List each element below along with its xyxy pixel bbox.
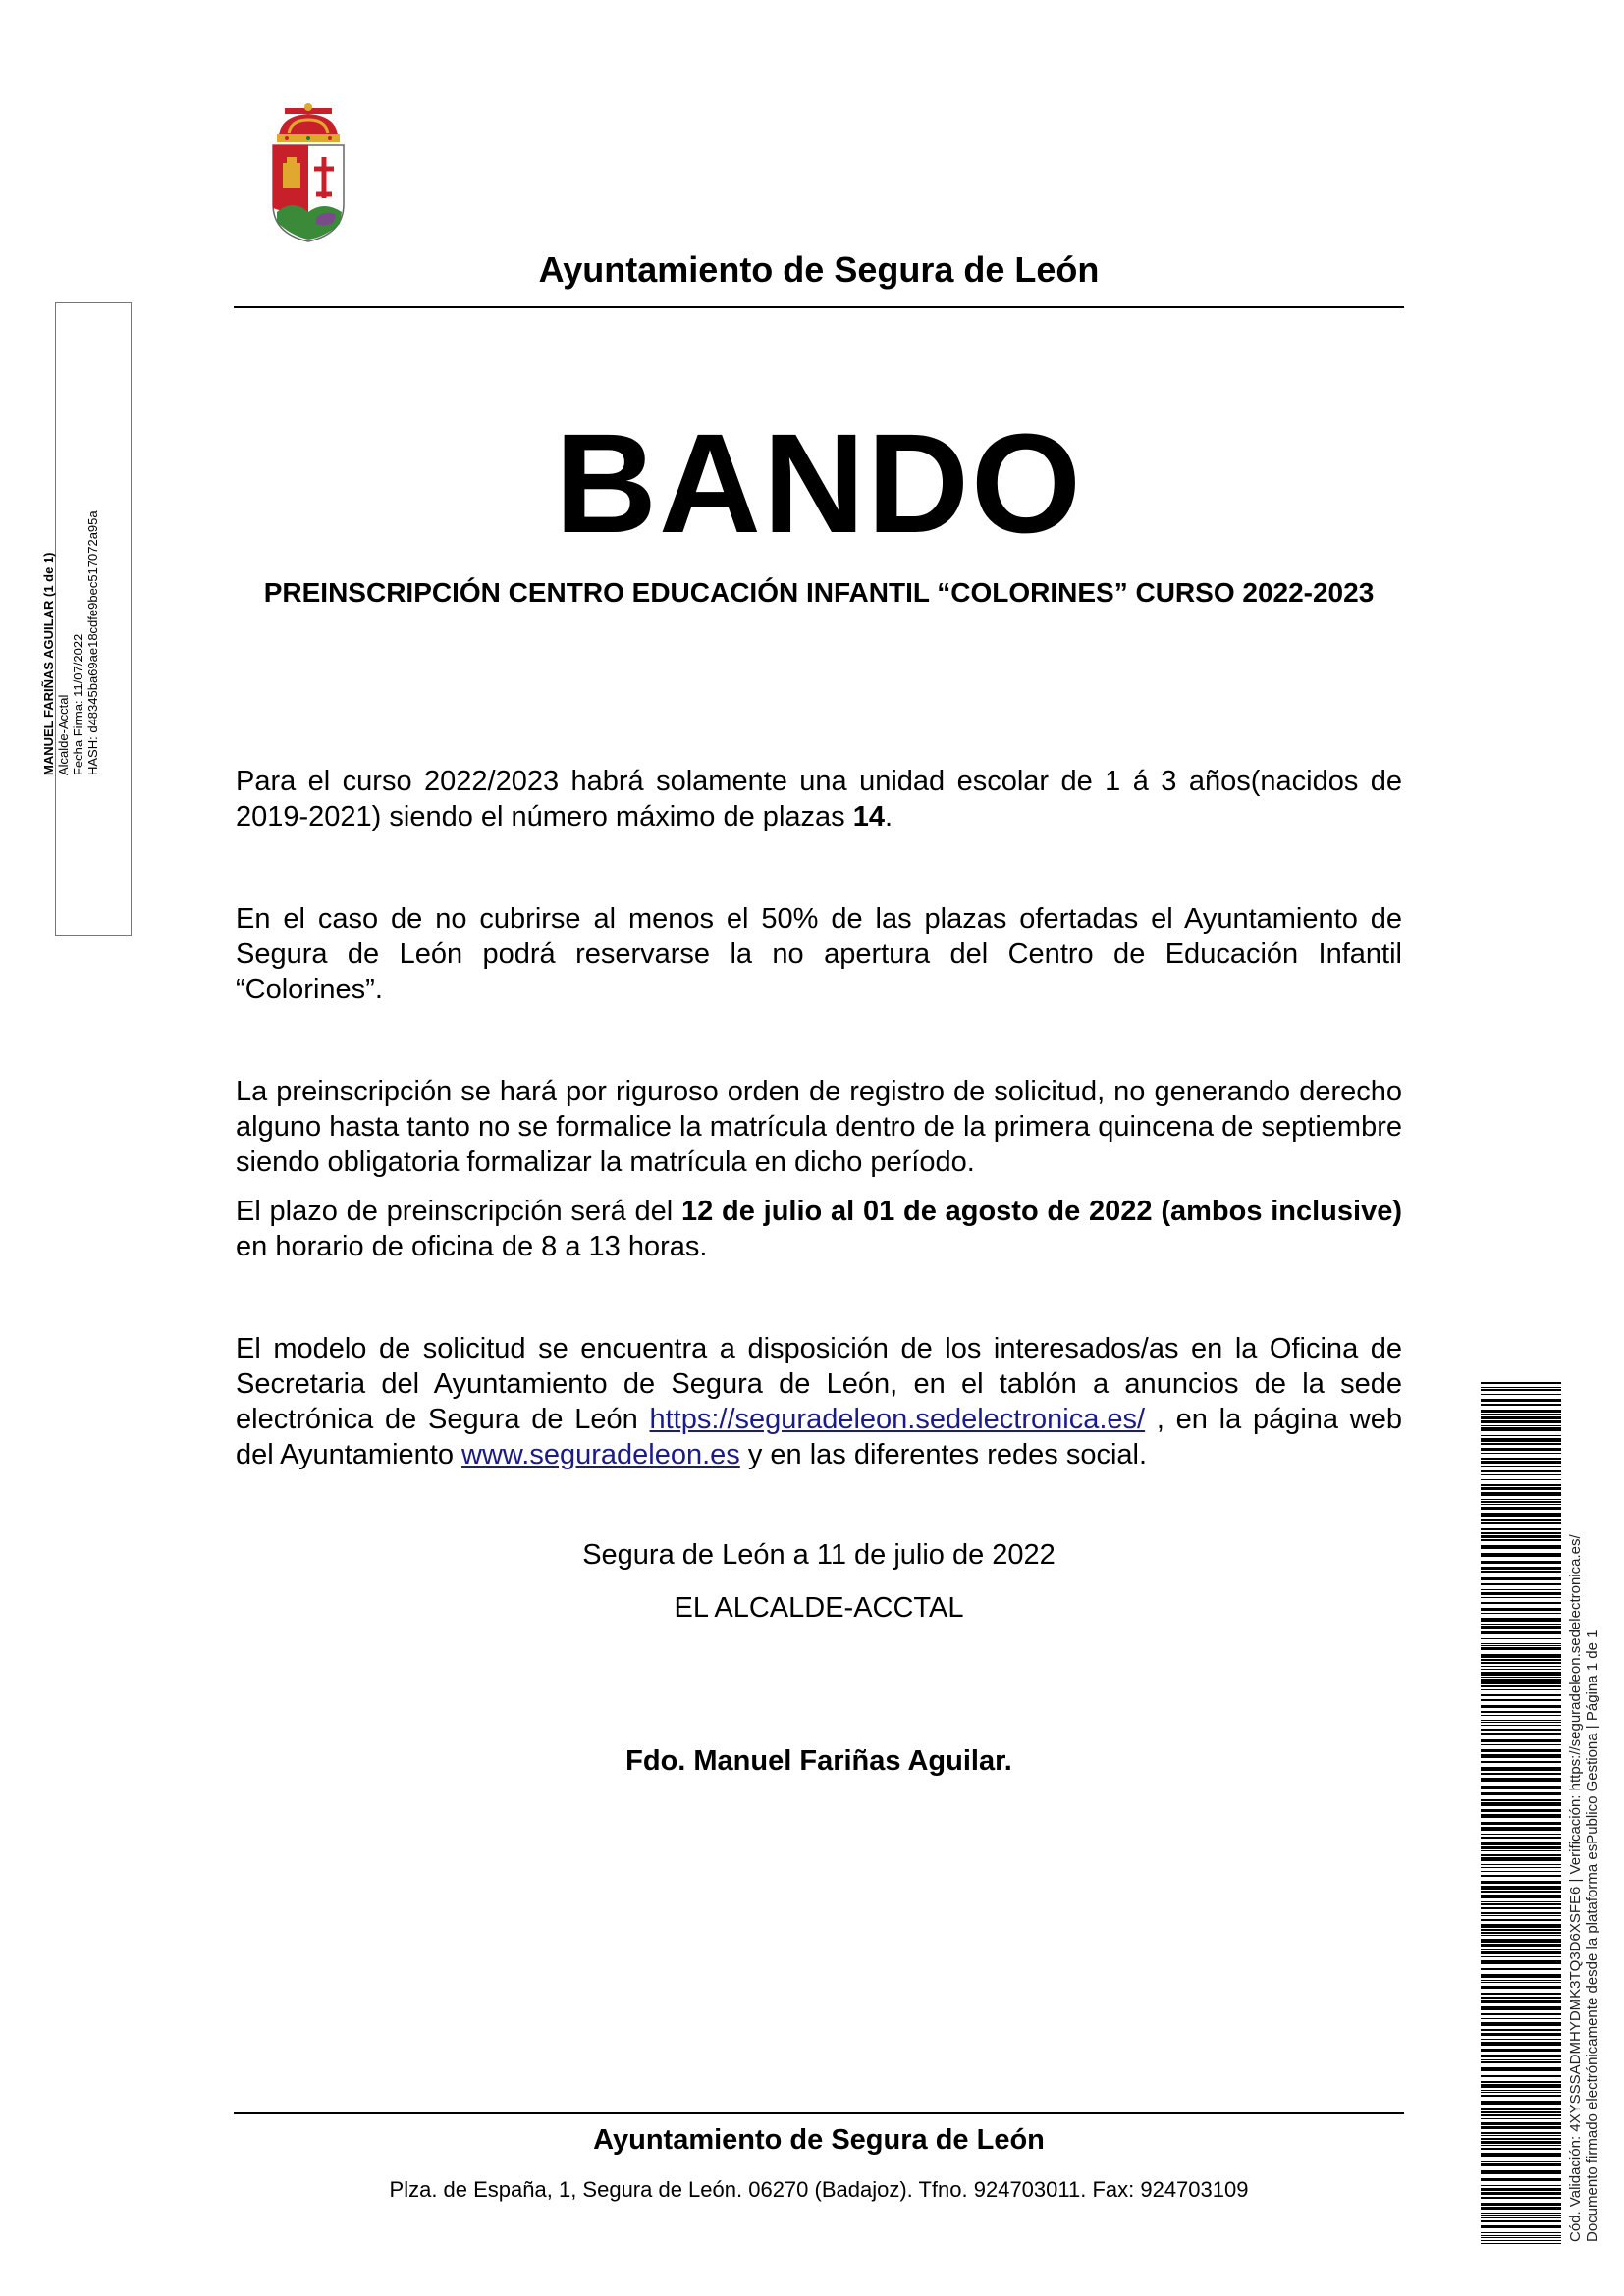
signer-role: EL ALCALDE-ACCTAL <box>674 1592 964 1624</box>
verification-platform: Documento firmado electrónicamente desde la plataforma esPublico Gestiona | Página 1 de 1 <box>1584 1629 1600 2242</box>
header-title: Ayuntamiento de Segura de León <box>538 249 1100 290</box>
stamp-hash: HASH: d48345ba69ae18cdfe9bec517072a95a <box>85 510 100 775</box>
signer-name: Fdo. Manuel Fariñas Aguilar. <box>625 1745 1012 1777</box>
verification-text <box>1567 1359 1600 2242</box>
text: El plazo de preinscripción será del <box>236 1196 682 1227</box>
document-title: BANDO <box>555 404 1083 562</box>
stamp-date: Fecha Firma: 11/07/2022 <box>71 633 85 775</box>
stamp-role: Alcalde-Acctal <box>56 694 71 775</box>
max-places: 14 <box>852 801 885 832</box>
website-link[interactable]: www.seguradeleon.es <box>461 1439 740 1470</box>
footer-address: Plza. de España, 1, Segura de León. 06270 (Badajoz). Tfno. 924703011. Fax: 924703109 <box>389 2177 1249 2202</box>
header-divider <box>234 306 1404 308</box>
paragraph-application <box>236 1331 1402 1472</box>
barcode-icon <box>1481 1382 1561 2244</box>
deadline-dates: 12 de julio al 01 de agosto de 2022 (ambos inclusive) <box>681 1196 1402 1227</box>
text: Para el curso 2022/2023 habrá solamente una unidad escolar de 1 á 3 años(nacidos de 2019-2021) siendo el número máximo de plazas <box>236 766 1402 832</box>
footer-name: Ayuntamiento de Segura de León <box>593 2124 1045 2156</box>
coat-of-arms-icon <box>267 102 350 243</box>
footer-divider <box>234 2112 1404 2114</box>
paragraph-minimum: En el caso de no cubrirse al menos el 50% de las plazas ofertadas el Ayuntamiento de Segura de León podrá reservarse la no apertura del Centro de Educación Infantil “Colorines”. <box>236 903 1402 1005</box>
place-date: Segura de León a 11 de julio de 2022 <box>582 1539 1056 1571</box>
text: y en las diferentes redes social. <box>739 1439 1148 1470</box>
sede-electronica-link[interactable]: https://seguradeleon.sedelectronica.es/ <box>649 1404 1146 1435</box>
paragraph-deadline <box>236 1194 1402 1264</box>
text: , en la página web del Ayuntamiento <box>236 1404 1402 1470</box>
paragraph-units <box>236 764 1402 834</box>
signature-stamp-text <box>41 383 100 775</box>
document-subtitle: PREINSCRIPCIÓN CENTRO EDUCACIÓN INFANTIL “COLORINES” CURSO 2022-2023 <box>263 577 1375 608</box>
verification-code: Cód. Validación: 4XYSSSADMHYDMK3TQ3D6XSFE6 | Verificación: https://seguradeleon.sedelectronica.es/ <box>1567 1534 1584 2242</box>
text: El modelo de solicitud se encuentra a disposición de los interesados/as en la Oficina de Secretaria del Ayuntamiento de Segura de León, en el tablón a anuncios de la sede electrónica de Segura de León <box>236 1333 1402 1435</box>
paragraph-order: La preinscripción se hará por riguroso orden de registro de solicitud, no generando derecho alguno hasta tanto no se formalice la matrícula dentro de la primera quincena de septiembre siendo obligatoria formalizar la matrícula en dicho período. <box>236 1076 1402 1178</box>
text: en horario de oficina de 8 a 13 horas. <box>236 1231 708 1262</box>
text: . <box>884 801 893 832</box>
stamp-signer: MANUEL FARIÑAS AGUILAR (1 de 1) <box>41 552 56 775</box>
